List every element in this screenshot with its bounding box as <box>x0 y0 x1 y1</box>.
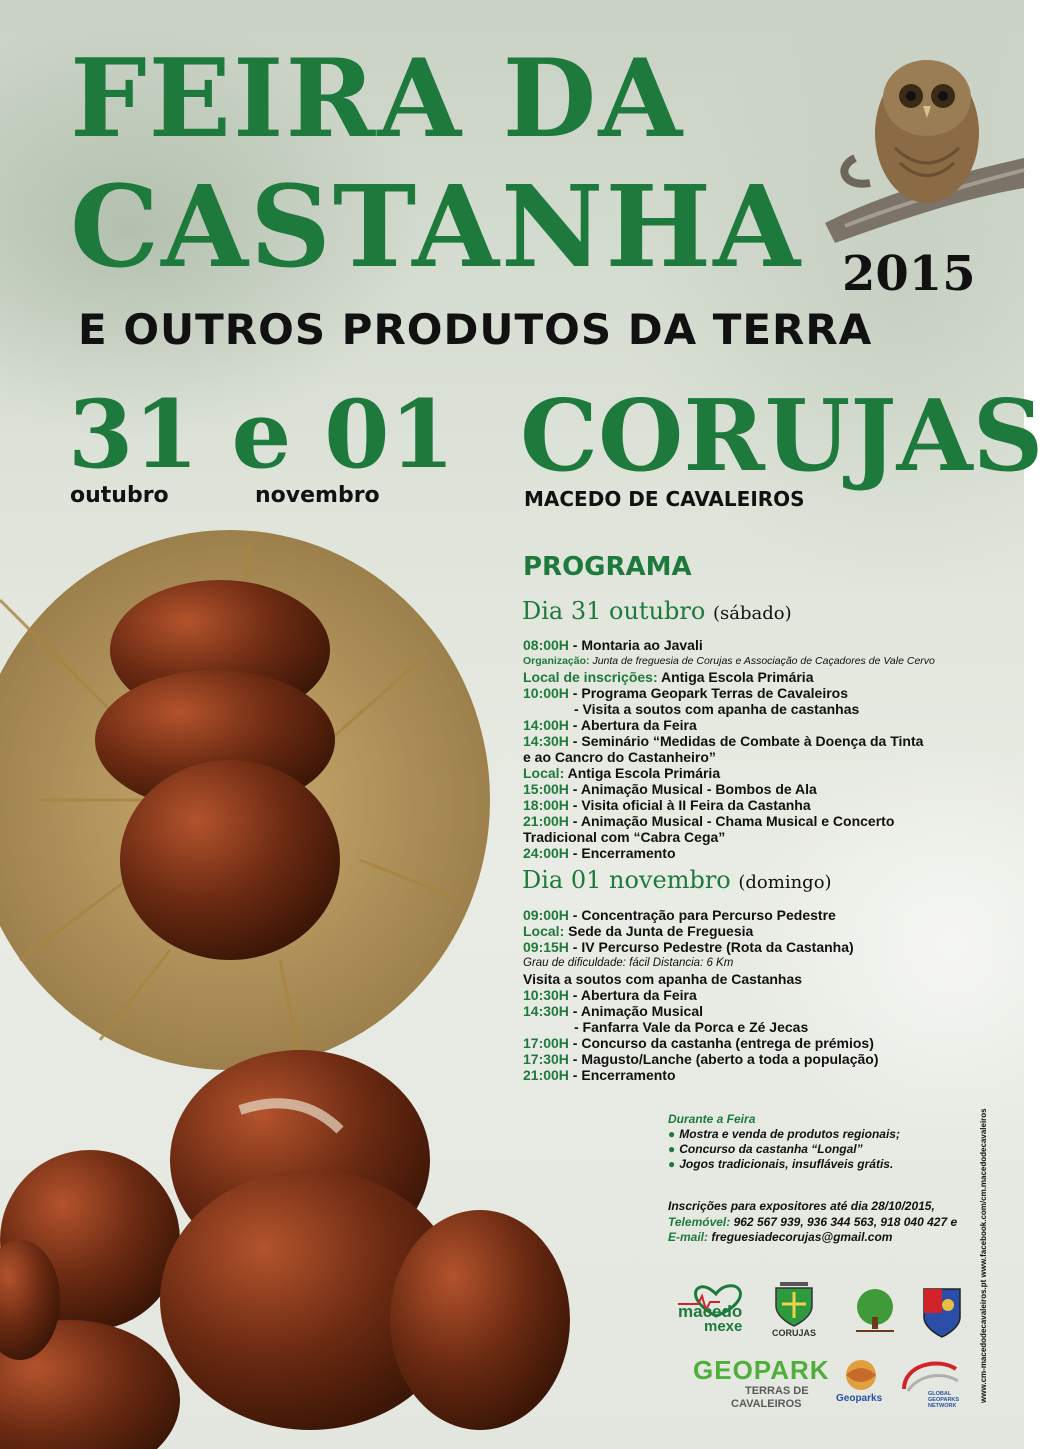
day2-heading <box>522 866 832 894</box>
phone-label: Telemóvel: <box>668 1214 731 1229</box>
schedule-row <box>523 733 983 749</box>
location-label: Local: <box>523 923 565 939</box>
organization-row <box>523 653 983 669</box>
location-text: Antiga Escola Primária <box>564 765 721 781</box>
subtitle: E OUTROS PRODUTOS DA TERRA <box>78 305 873 354</box>
macedo-wordmark: macedo <box>678 1302 743 1321</box>
event-text: - Encerramento <box>568 1067 676 1083</box>
organization-text: Junta de freguesia de Corujas e Associação de Caçadores de Vale Cervo <box>589 655 935 667</box>
event-time: 21:00H <box>523 1067 569 1083</box>
mexe-wordmark: mexe <box>704 1318 743 1335</box>
registration-deadline: Inscrições para expositores até dia 28/10/2015, <box>668 1199 935 1213</box>
list-item <box>668 1142 900 1157</box>
schedule-continuation: Visita a soutos com apanha de Castanhas <box>523 971 803 987</box>
event-time: 09:00H <box>523 907 569 923</box>
event-time: 15:00H <box>523 781 569 797</box>
corujas-coat-of-arms <box>770 1278 818 1340</box>
chestnut-illustration-icon <box>0 540 600 1449</box>
schedule-row <box>523 797 983 813</box>
bullet-icon: ● <box>668 1142 676 1156</box>
global-geoparks-network-logo <box>898 1355 968 1410</box>
list-item-text: Jogos tradicionais, insufláveis grátis. <box>679 1157 894 1171</box>
list-item <box>668 1127 900 1142</box>
location-row <box>523 669 983 685</box>
event-text: - Abertura da Feira <box>568 717 697 733</box>
month-october: outubro <box>70 483 169 508</box>
location-label: Local: <box>523 765 565 781</box>
venue-municipality: MACEDO DE CAVALEIROS <box>524 487 805 511</box>
list-item <box>668 1157 900 1172</box>
event-time: 10:30H <box>523 987 569 1003</box>
location-text: Sede da Junta de Freguesia <box>564 923 754 939</box>
day1-heading <box>522 597 792 625</box>
phone-row <box>668 1215 957 1231</box>
website-links-vertical <box>972 1108 994 1405</box>
event-text: - Animação Musical - Bombos de Ala <box>568 781 817 797</box>
day1-weekday: (sábado) <box>712 603 792 624</box>
schedule-row <box>523 1051 983 1067</box>
geopark-line-3: CAVALEIROS <box>731 1398 802 1410</box>
day2-weekday: (domingo) <box>738 872 832 893</box>
event-text: - Montaria ao Javali <box>568 637 703 653</box>
cooperative-tree-logo <box>852 1285 898 1335</box>
shield-icon <box>770 1278 818 1328</box>
geopark-wordmark: GEOPARK <box>693 1355 830 1385</box>
phone-numbers: 962 567 939, 936 344 563, 918 040 427 e <box>730 1214 958 1229</box>
schedule-continuation: Tradicional com “Cabra Cega” <box>523 829 726 845</box>
schedule-row <box>523 1067 983 1083</box>
event-year: 2015 <box>842 246 976 302</box>
event-time: 08:00H <box>523 637 569 653</box>
event-text: - Programa Geopark Terras de Cavaleiros <box>568 685 849 701</box>
event-time: 24:00H <box>523 845 569 861</box>
event-time: 18:00H <box>523 797 569 813</box>
event-text: - Concentração para Percurso Pedestre <box>568 907 836 923</box>
event-dates: 31 e 01 <box>68 380 455 490</box>
bullet-icon: ● <box>668 1157 676 1171</box>
list-item-text: Mostra e venda de produtos regionais; <box>679 1127 900 1141</box>
globe-icon <box>836 1357 886 1393</box>
swoosh-icon <box>898 1355 968 1395</box>
schedule-row <box>523 813 983 829</box>
schedule-row <box>523 717 983 733</box>
location-label: Local de inscrições: <box>523 669 658 685</box>
email-row <box>668 1230 957 1246</box>
global-geoparks-label: GLOBAL GEOPARKS NETWORK <box>928 1391 960 1409</box>
schedule-row <box>523 907 983 923</box>
event-text: - Abertura da Feira <box>568 987 697 1003</box>
schedule-continuation: - Visita a soutos com apanha de castanhas <box>574 701 860 717</box>
schedule-row <box>523 845 983 861</box>
title-line-1: FEIRA DA <box>70 36 685 162</box>
location-row <box>523 923 983 939</box>
geopark-line-2: TERRAS DE <box>745 1385 809 1397</box>
event-time: 21:00H <box>523 813 569 829</box>
day2-title: Dia 01 novembro <box>522 866 731 894</box>
event-text: - Visita oficial à II Feira da Castanha <box>568 797 811 813</box>
month-november: novembro <box>255 483 380 508</box>
day1-title: Dia 31 outubro <box>522 597 706 625</box>
event-text: - Animação Musical <box>568 1003 703 1019</box>
event-time: 14:30H <box>523 1003 569 1019</box>
event-text: - Concurso da castanha (entrega de prémios) <box>568 1035 874 1051</box>
corujas-seal-label: CORUJAS <box>772 1328 817 1338</box>
unesco-geoparks-logo <box>836 1357 886 1412</box>
event-time: 17:00H <box>523 1035 569 1051</box>
tree-icon <box>852 1285 898 1335</box>
schedule-row <box>523 1003 983 1019</box>
event-time: 14:30H <box>523 733 569 749</box>
event-time: 17:30H <box>523 1051 569 1067</box>
schedule-continuation: - Fanfarra Vale da Porca e Zé Jecas <box>574 1019 809 1035</box>
list-item-text: Concurso da castanha “Longal” <box>679 1142 863 1156</box>
location-text: Antiga Escola Primária <box>657 669 814 685</box>
crest-icon <box>920 1283 964 1339</box>
venue-name: CORUJAS <box>520 379 1043 494</box>
schedule-row <box>523 637 983 653</box>
day2-schedule <box>523 907 983 1083</box>
schedule-row <box>523 1035 983 1051</box>
event-time: 09:15H <box>523 939 569 955</box>
event-text: - IV Percurso Pedestre (Rota da Castanha) <box>568 939 854 955</box>
organization-label: Organização: <box>523 655 590 667</box>
during-fair-heading: Durante a Feira <box>668 1112 756 1126</box>
hunters-association-logo <box>920 1283 964 1339</box>
event-time: 10:00H <box>523 685 569 701</box>
schedule-row <box>523 781 983 797</box>
event-time: 14:00H <box>523 717 569 733</box>
email-label: E-mail: <box>668 1230 709 1244</box>
during-fair-box <box>668 1112 900 1172</box>
email-address[interactable]: freguesiadecorujas@gmail.com <box>708 1230 893 1244</box>
event-text: - Encerramento <box>568 845 676 861</box>
geoparks-label: Geoparks <box>836 1393 883 1404</box>
macedo-mexe-logo <box>676 1280 751 1340</box>
difficulty-note: Grau de dificuldade: fácil Distancia: 6 Km <box>523 957 734 969</box>
schedule-row <box>523 685 983 701</box>
day1-schedule <box>523 637 983 861</box>
program-heading: PROGRAMA <box>523 552 692 582</box>
website-links-text: www.cm-macedodecavaleiros.pt www.facebook.com/cm.macedodecavaleiros <box>979 1108 988 1403</box>
exhibitor-registration <box>668 1199 957 1246</box>
schedule-continuation: e ao Cancro do Castanheiro” <box>523 749 716 765</box>
schedule-row <box>523 939 983 955</box>
owl-icon <box>815 48 1024 248</box>
geopark-terras-de-cavaleiros-logo <box>693 1355 828 1410</box>
event-text: - Seminário “Medidas de Combate à Doença da Tinta <box>568 733 924 749</box>
schedule-row <box>523 987 983 1003</box>
title-line-2: CASTANHA <box>70 162 803 293</box>
bullet-icon: ● <box>668 1127 676 1141</box>
event-text: - Animação Musical - Chama Musical e Concerto <box>568 813 895 829</box>
event-text: - Magusto/Lanche (aberto a toda a população) <box>568 1051 879 1067</box>
location-row <box>523 765 983 781</box>
